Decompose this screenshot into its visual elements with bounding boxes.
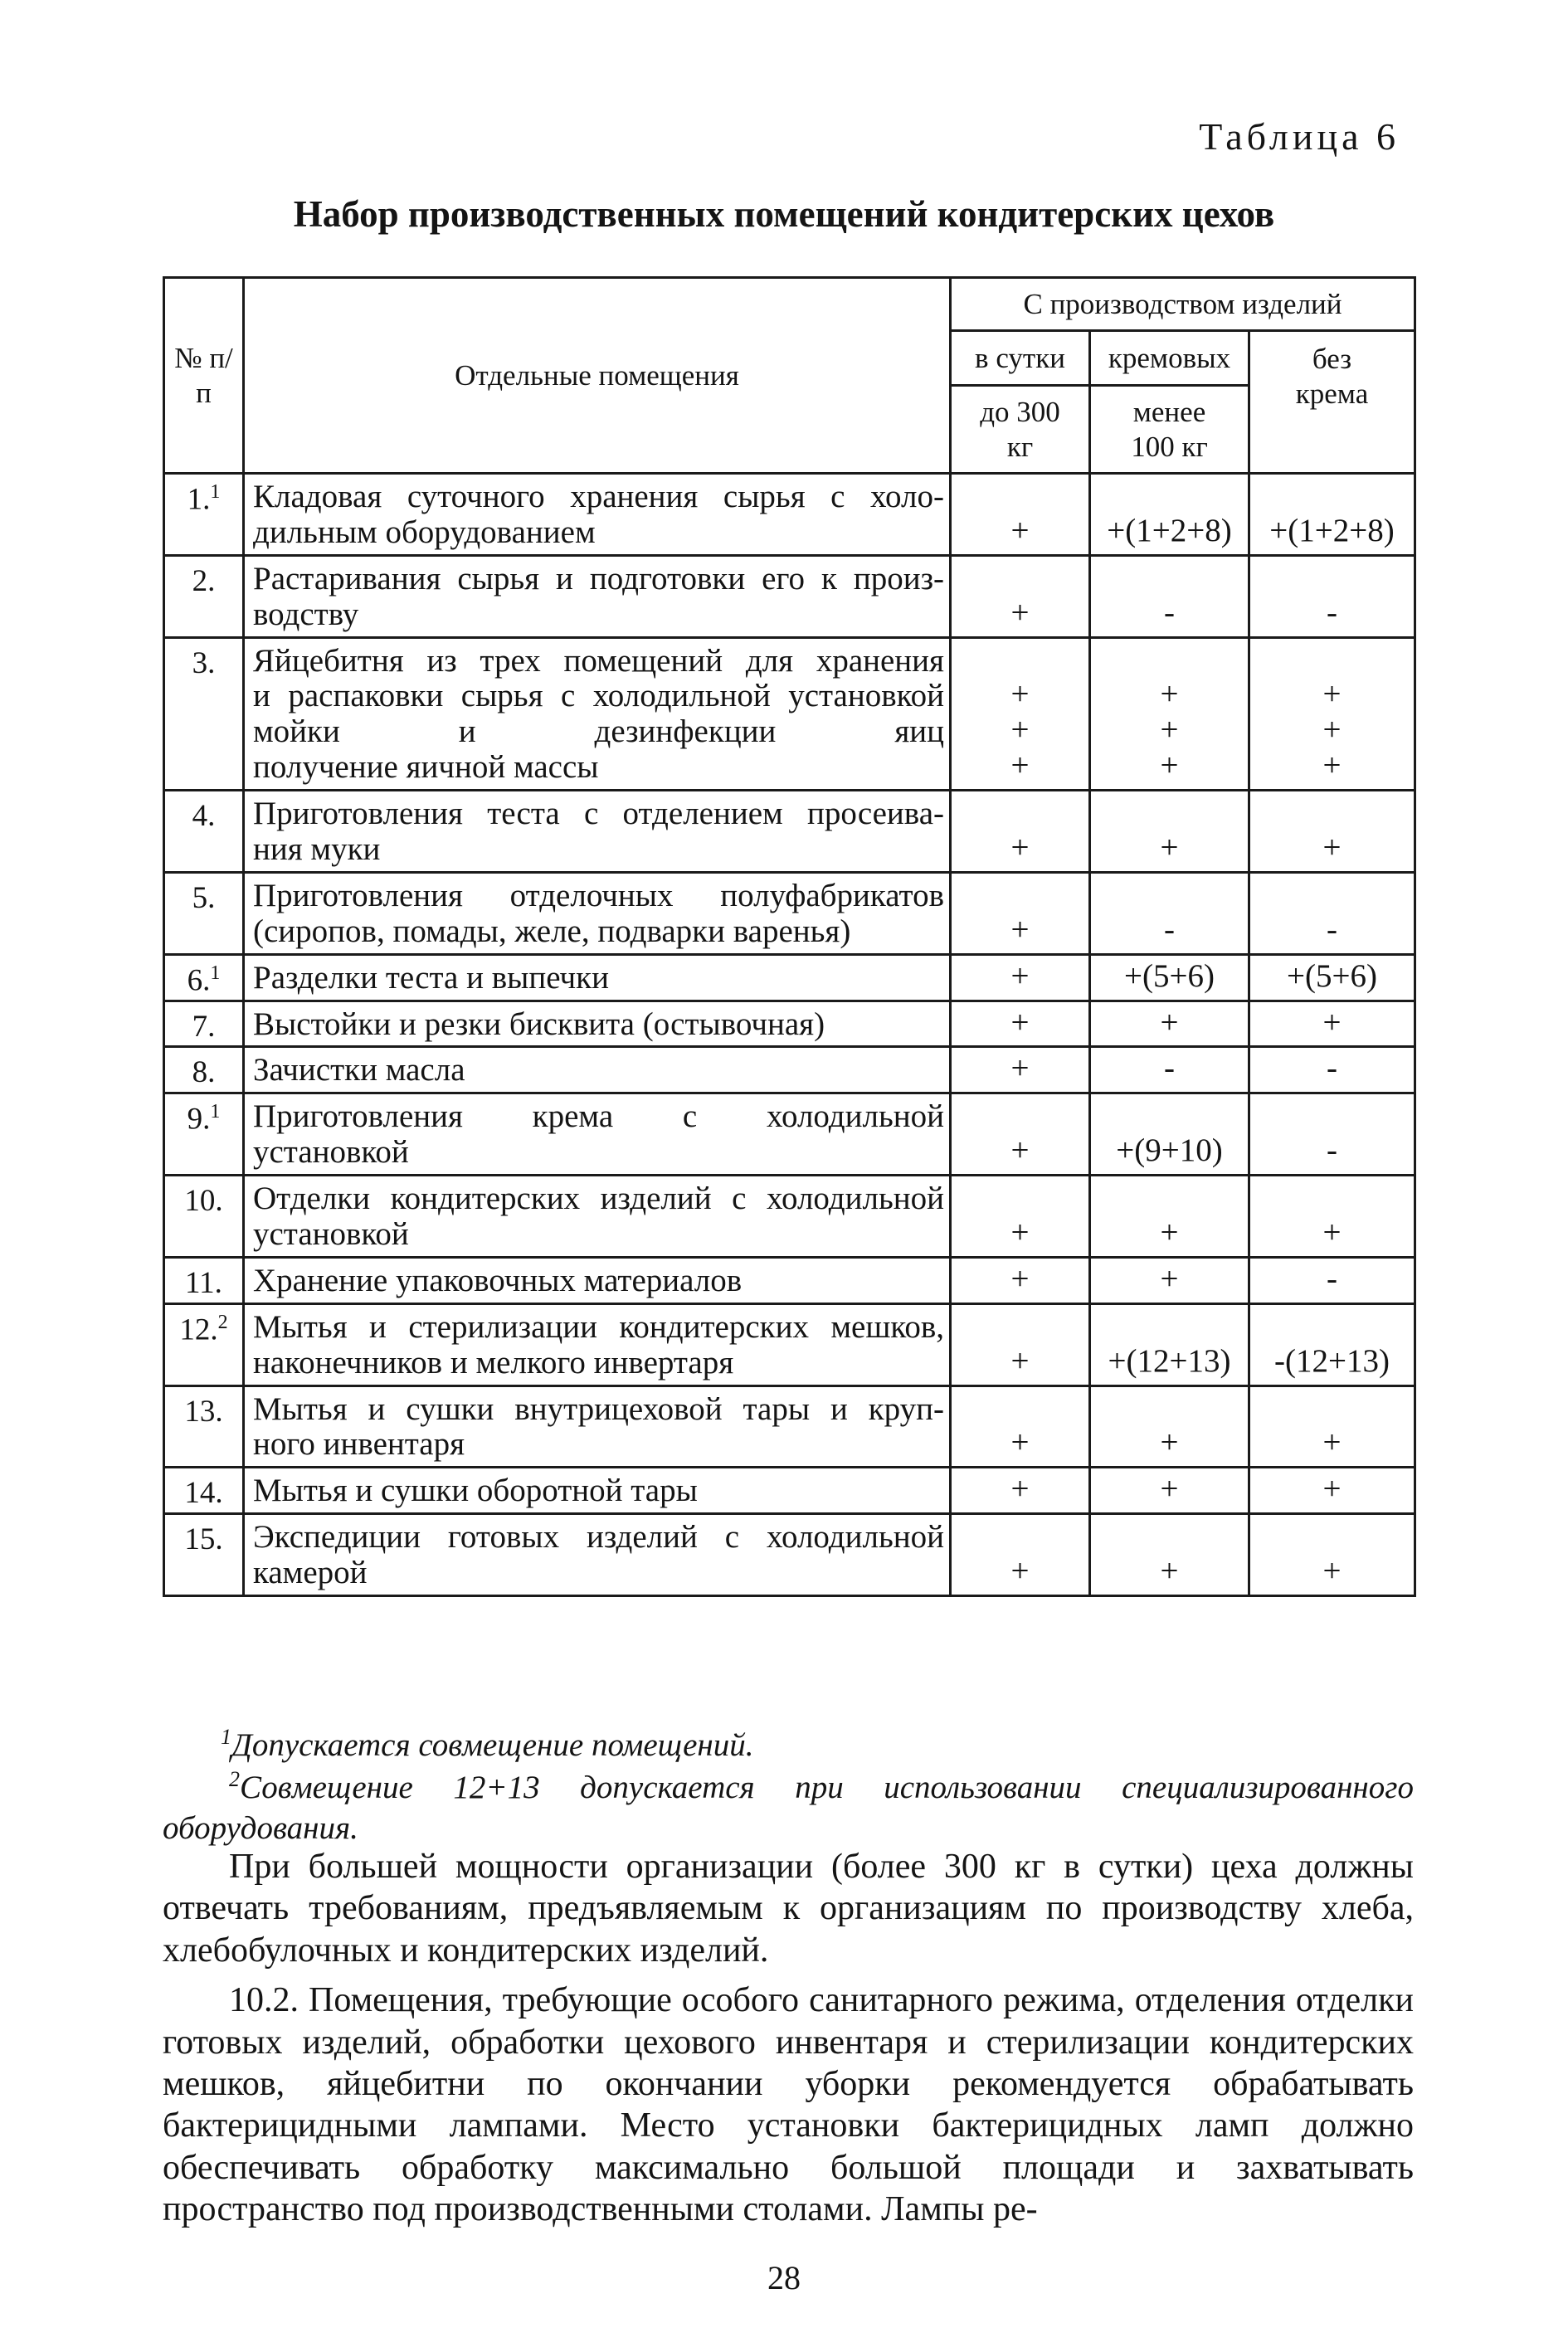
room-description <box>244 791 951 873</box>
description-line: ного инвентаря <box>253 1426 465 1463</box>
description-line: ния муки <box>253 831 381 868</box>
value-per-day: + <box>951 1001 1090 1047</box>
room-description <box>244 1257 951 1303</box>
row-number-text: 7. <box>192 1009 216 1044</box>
value-no-cream: + <box>1249 791 1415 873</box>
page-number: 28 <box>767 2259 801 2296</box>
room-description <box>244 1047 951 1093</box>
value-no-cream: + <box>1249 1468 1415 1514</box>
table-row <box>164 474 1415 556</box>
page-title: Набор производственных помещений кондитерских цехов <box>293 193 1275 235</box>
room-description <box>244 474 951 556</box>
row-footnote-mark: 2 <box>217 1311 228 1333</box>
description-line: наконечников и мелкого инвертаря <box>253 1344 734 1381</box>
row-number-text: 11. <box>185 1265 222 1300</box>
value-cream: + <box>1090 1257 1249 1303</box>
rooms-table <box>163 276 1416 1597</box>
value-per-day: + <box>951 555 1090 637</box>
header-production-group: С производством изделий <box>951 278 1415 331</box>
description-line: Приготовления теста с отделением просеива- <box>253 796 944 832</box>
row-number <box>164 555 244 637</box>
value-per-day: + <box>951 1385 1090 1468</box>
value-cream: + <box>1090 1514 1249 1596</box>
value-no-cream: - <box>1249 555 1415 637</box>
row-number <box>164 791 244 873</box>
description-line: Мытья и сушки оборотной тары <box>253 1473 698 1509</box>
footnote-2-mark: 2 <box>229 1766 240 1791</box>
row-number <box>164 1468 244 1514</box>
value-per-day: + <box>951 1303 1090 1385</box>
row-number <box>164 637 244 791</box>
description-line: Хранение упаковочных материалов <box>253 1262 743 1298</box>
table-row <box>164 1468 1415 1514</box>
description-line: мойки и дезинфекции яиц <box>253 713 944 750</box>
description-line: камерой <box>253 1555 368 1591</box>
room-description <box>244 1176 951 1258</box>
value-cream: + <box>1090 1001 1249 1047</box>
description-line: Приготовления отделочных полуфабрикатов <box>253 877 944 913</box>
description-line: установкой <box>253 1216 409 1253</box>
row-number-text: 3. <box>192 645 216 680</box>
value-no-cream: -(12+13) <box>1249 1303 1415 1385</box>
value-per-day: + <box>951 1176 1090 1258</box>
value-cream: + <box>1090 791 1249 873</box>
row-number <box>164 872 244 954</box>
row-number <box>164 1047 244 1093</box>
table-row <box>164 1047 1415 1093</box>
body-text <box>163 1846 1414 2239</box>
description-line: Кладовая суточного хранения сырья с холо- <box>253 479 944 514</box>
row-number-text: 8. <box>192 1055 216 1090</box>
row-number <box>164 1385 244 1468</box>
description-line: Зачистки масла <box>253 1052 465 1088</box>
description-line: Мытья и стерилизации кондитерских мешков, <box>253 1308 944 1345</box>
table-row <box>164 1514 1415 1596</box>
value-no-cream: + + + <box>1249 637 1415 791</box>
header-num: № п/п <box>164 278 244 474</box>
value-per-day: + <box>951 872 1090 954</box>
row-number <box>164 954 244 1001</box>
value-no-cream: +(5+6) <box>1249 954 1415 1001</box>
value-no-cream: + <box>1249 1385 1415 1468</box>
header-cream: кремовых <box>1090 331 1249 386</box>
table-row <box>164 1303 1415 1385</box>
value-cream: + <box>1090 1468 1249 1514</box>
room-description <box>244 1514 951 1596</box>
row-number <box>164 1176 244 1258</box>
row-number-text: 4. <box>192 799 216 834</box>
description-line: установкой <box>253 1134 409 1171</box>
row-footnote-mark: 1 <box>210 962 221 984</box>
description-line: получение яичной массы <box>253 749 599 786</box>
value-per-day: + <box>951 1047 1090 1093</box>
row-number <box>164 1303 244 1385</box>
description-line: Разделки теста и выпечки <box>253 959 609 996</box>
paragraph: При большей мощности организации (более 300 кг в сутки) цеха должны отвечать требованиям, предъявляемым к организациям по производству хлеба, хлебобулочных и кондитерских изделий. <box>163 1848 1414 1970</box>
footnote-1 <box>163 1724 1414 1766</box>
table-row <box>164 1385 1415 1468</box>
room-description <box>244 872 951 954</box>
footnote-1-text: Допускается совмещение помещений. <box>231 1727 754 1763</box>
row-number-text: 9. <box>187 1102 211 1137</box>
description-line: дильным оборудованием <box>253 514 596 550</box>
row-number-text: 1. <box>187 482 211 517</box>
description-line: Отделки кондитерских изделий с холодильной <box>253 1181 944 1217</box>
value-cream: +(12+13) <box>1090 1303 1249 1385</box>
header-no-cream: без крема <box>1249 331 1415 474</box>
description-line: водству <box>253 596 359 632</box>
table-row <box>164 555 1415 637</box>
description-line: Растаривания сырья и подготовки его к произ- <box>253 560 944 597</box>
row-footnote-mark: 1 <box>210 481 221 503</box>
table-header <box>164 278 1415 474</box>
footnote-1-mark: 1 <box>221 1725 231 1749</box>
value-per-day: + <box>951 474 1090 556</box>
room-description <box>244 1385 951 1468</box>
description-line: Выстойки и резки бисквита (остывочная) <box>253 1006 825 1042</box>
row-number <box>164 474 244 556</box>
value-per-day: + <box>951 1257 1090 1303</box>
footnotes <box>163 1724 1414 1848</box>
value-no-cream: - <box>1249 1257 1415 1303</box>
table-row <box>164 1001 1415 1047</box>
row-number-text: 14. <box>184 1476 223 1511</box>
room-description <box>244 637 951 791</box>
table-row <box>164 1257 1415 1303</box>
value-cream: + + + <box>1090 637 1249 791</box>
room-description <box>244 1001 951 1047</box>
description-line: Приготовления крема с холодильной <box>253 1098 944 1135</box>
value-per-day: + <box>951 1468 1090 1514</box>
room-description <box>244 954 951 1001</box>
row-number-text: 15. <box>184 1522 223 1557</box>
room-description <box>244 1093 951 1176</box>
row-number-text: 6. <box>187 963 211 998</box>
row-number-text: 2. <box>192 563 216 598</box>
table-row <box>164 791 1415 873</box>
header-per-day: в сутки <box>951 331 1090 386</box>
value-cream: - <box>1090 872 1249 954</box>
row-number <box>164 1257 244 1303</box>
row-number-text: 13. <box>184 1394 223 1429</box>
value-no-cream: + <box>1249 1176 1415 1258</box>
paragraph: 10.2. Помещения, требующие особого санитарного режима, отделения отделки готовых изделий, обработки цехового инвентаря и стерилизации кондитерских мешков, яйцебитни по окончании уборки рекомендуется обрабатывать бактерицидными лампами. Место установки бактерицидных ламп должно обеспечивать обработку максимально большой площади и захватывать пространство под производственными столами. Лампы ре- <box>163 1981 1414 2229</box>
header-less-than-100: менее 100 кг <box>1090 386 1249 474</box>
value-no-cream: - <box>1249 1093 1415 1176</box>
description-line: (сиропов, помады, желе, подварки варенья) <box>253 913 851 949</box>
table-body <box>164 474 1415 1596</box>
value-cream: - <box>1090 555 1249 637</box>
header-rooms: Отдельные помещения <box>244 278 951 474</box>
row-number <box>164 1093 244 1176</box>
room-description <box>244 1303 951 1385</box>
footnote-2-text: Совмещение 12+13 допускается при использовании специализированного оборудования. <box>163 1769 1414 1846</box>
value-cream: + <box>1090 1176 1249 1258</box>
description-line: и распаковки сырья с холодильной установкой <box>253 678 944 714</box>
row-number-text: 10. <box>184 1184 223 1219</box>
table-row <box>164 1093 1415 1176</box>
table-row <box>164 637 1415 791</box>
table-row <box>164 954 1415 1001</box>
table-row <box>164 1176 1415 1258</box>
value-cream: +(9+10) <box>1090 1093 1249 1176</box>
room-description <box>244 555 951 637</box>
value-per-day: + <box>951 791 1090 873</box>
value-no-cream: + <box>1249 1001 1415 1047</box>
value-no-cream: - <box>1249 1047 1415 1093</box>
table-label: Таблица 6 <box>1199 115 1400 158</box>
row-number <box>164 1514 244 1596</box>
row-number-text: 12. <box>179 1312 218 1347</box>
header-up-to-300: до 300 кг <box>951 386 1090 474</box>
value-per-day: + <box>951 1093 1090 1176</box>
value-no-cream: +(1+2+8) <box>1249 474 1415 556</box>
value-per-day: + <box>951 954 1090 1001</box>
table-row <box>164 872 1415 954</box>
row-footnote-mark: 1 <box>210 1101 221 1123</box>
value-no-cream: + <box>1249 1514 1415 1596</box>
row-number-text: 5. <box>192 880 216 915</box>
description-line: Экспедиции готовых изделий с холодильной <box>253 1519 944 1556</box>
value-cream: +(5+6) <box>1090 954 1249 1001</box>
value-per-day: + <box>951 1514 1090 1596</box>
row-number <box>164 1001 244 1047</box>
value-cream: +(1+2+8) <box>1090 474 1249 556</box>
value-per-day: + + + <box>951 637 1090 791</box>
value-cream: - <box>1090 1047 1249 1093</box>
value-cream: + <box>1090 1385 1249 1468</box>
value-no-cream: - <box>1249 872 1415 954</box>
description-line: Мытья и сушки внутрицеховой тары и круп- <box>253 1390 944 1427</box>
footnote-2 <box>163 1766 1414 1849</box>
room-description <box>244 1468 951 1514</box>
description-line: Яйцебитня из трех помещений для хранения <box>253 642 944 679</box>
